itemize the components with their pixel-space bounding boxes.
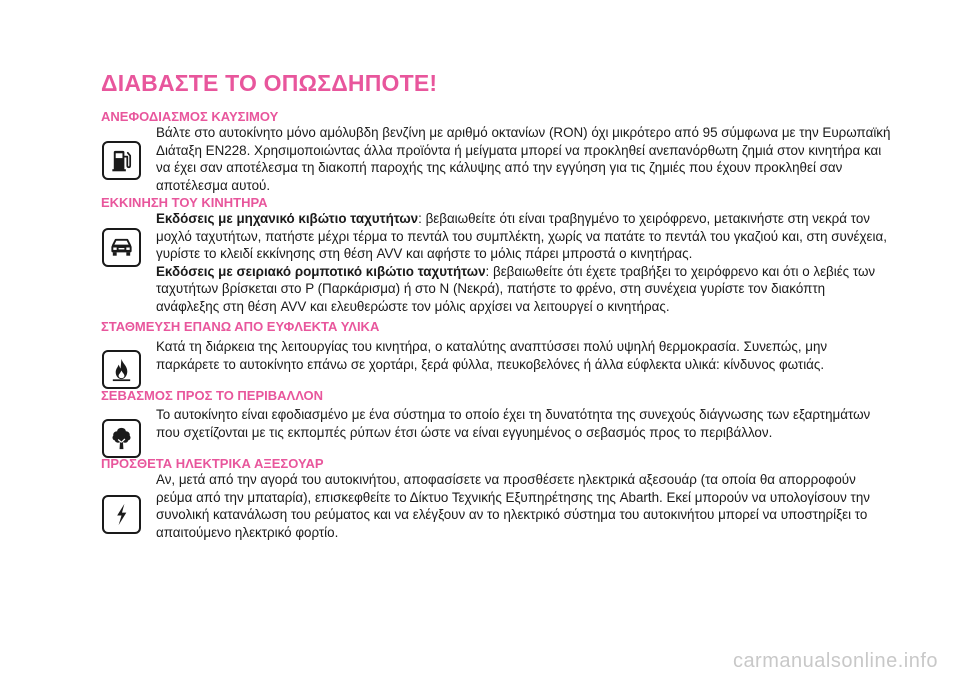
flame-icon [102, 350, 141, 389]
section-text [156, 124, 891, 194]
section-heading: ΣΤΑΘΜΕΥΣΗ ΕΠΑΝΩ ΑΠΟ ΕΥΦΛΕΚΤΑ ΥΛΙΚΑ [101, 319, 380, 334]
page-title: ΔΙΑΒΑΣΤΕ ΤΟ ΟΠΩΣΔΗΠΟΤΕ! [101, 70, 438, 96]
section-electrical [101, 456, 891, 541]
electrical-paragraph: Αν, μετά από την αγορά του αυτοκινήτου, αποφασίσετε να προσθέσετε ηλεκτρικά αξεσουάρ (τα οποία θα απορροφούν ρεύμα από την μπαταρία), επισκεφθείτε το Δίκτυο Τεχνικής Εξυπηρέτησης της Abarth. Εκεί μπορούν να υπολογίσουν την συνολική κατανάλωση του ρεύματος και να ελέγξουν αν το ηλεκτρικό σύστημα του αυτοκινήτου μπορεί να υποστηρίξει το απαιτούμενο ηλεκτρικό φορτίο. [156, 472, 870, 540]
manual-gearbox-paragraph [156, 210, 891, 263]
section-text [156, 471, 891, 541]
section-heading: ΠΡΟΣΘΕΤΑ ΗΛΕΚΤΡΙΚΑ ΑΞΕΣΟΥΑΡ [101, 456, 324, 471]
manual-gearbox-label: Εκδόσεις με μηχανικό κιβώτιο ταχυτήτων [156, 211, 419, 226]
section-text [156, 334, 891, 373]
environment-paragraph: Το αυτοκίνητο είναι εφοδιασμένο με ένα σύστημα το οποίο έχει τη δυνατότητα της συνεχούς διάγνωσης των εξαρτημάτων που σχετίζονται με τις εκπομπές ρύπων έτσι ώστε να είναι εγγυημένος ο σεβασμός προς το περιβάλλον. [156, 407, 871, 440]
section-environment [101, 388, 891, 441]
section-heading: ΕΚΚΙΝΗΣΗ ΤΟΥ ΚΙΝΗΤΗΡΑ [101, 195, 268, 210]
section-heading: ΣΕΒΑΣΜΟΣ ΠΡΟΣ ΤΟ ΠΕΡΙΒΑΛΛΟΝ [101, 388, 324, 403]
car-icon [102, 228, 141, 267]
parking-paragraph: Κατά τη διάρκεια της λειτουργίας του κινητήρα, ο καταλύτης αναπτύσσει πολύ υψηλή θερμοκρασία. Συνεπώς, μην παρκάρετε το αυτοκίνητο επάνω σε χορτάρι, ξερά φύλλα, πευκοβελόνες ή άλλα εύφλεκτα υλικά: κίνδυνος φωτιάς. [156, 339, 828, 372]
section-parking [101, 319, 891, 373]
robotic-gearbox-label: Εκδόσεις με σειριακό ρομποτικό κιβώτιο ταχυτήτων [156, 263, 486, 279]
robotic-gearbox-text: : βεβαιωθείτε ότι έχετε τραβήξει το χειρόφρενο και ότι ο λεβιές των ταχυτήτων βρίσκεται στο P (Παρκάρισμα) ή στο N (Νεκρά), πατήστε το φρένο, στη συνέχεια γυρίστε τον διακόπτη ανάφλεξης στη θέση AVV και ελευθερώστε τον μόλις αρχίσει να λειτουργεί ο κινητήρας. [156, 263, 876, 314]
section-fuel [101, 109, 891, 194]
watermark: carmanualsonline.info [732, 650, 938, 672]
section-engine-start [101, 195, 891, 316]
section-heading: ΑΝΕΦΟΔΙΑΣΜΟΣ ΚΑΥΣΙΜΟΥ [101, 109, 279, 124]
robotic-gearbox-paragraph [156, 263, 891, 316]
lightning-icon [102, 495, 141, 534]
manual-gearbox-text: : βεβαιωθείτε ότι είναι τραβηγμένο το χειρόφρενο, μετακινήστε στη νεκρά τον μοχλό ταχυτήτων, πατήστε μέχρι τέρμα το πεντάλ του συμπλέκτη, χωρίς να πατάτε το πεντάλ του γκαζιού και, στη συνέχεια, γυρίστε το κλειδί εκκίνησης στη θέση AVV και αφήστε το μόλις πάρει μπροστά ο κινητήρας. [156, 211, 887, 262]
fuel-paragraph: Βάλτε στο αυτοκίνητο μόνο αμόλυβδη βενζίνη με αριθμό οκτανίων (RON) όχι μικρότερο από 95 σύμφωνα με την Ευρωπαϊκή Διάταξη EN228. Χρησιμοποιώντας άλλα προϊόντα ή μείγματα μπορεί να προκληθεί ανεπανόρθωτη ζημιά στον κινητήρα και να έχει σαν αποτέλεσμα τη διακοπή παροχής της κάλυψης από την εγγύηση για τις ζημιές που έχουν προκληθεί σαν αποτέλεσμα αυτού. [156, 125, 891, 193]
section-text [156, 210, 891, 316]
tree-icon [102, 419, 141, 458]
section-text [156, 403, 891, 441]
fuel-pump-icon [102, 141, 141, 180]
